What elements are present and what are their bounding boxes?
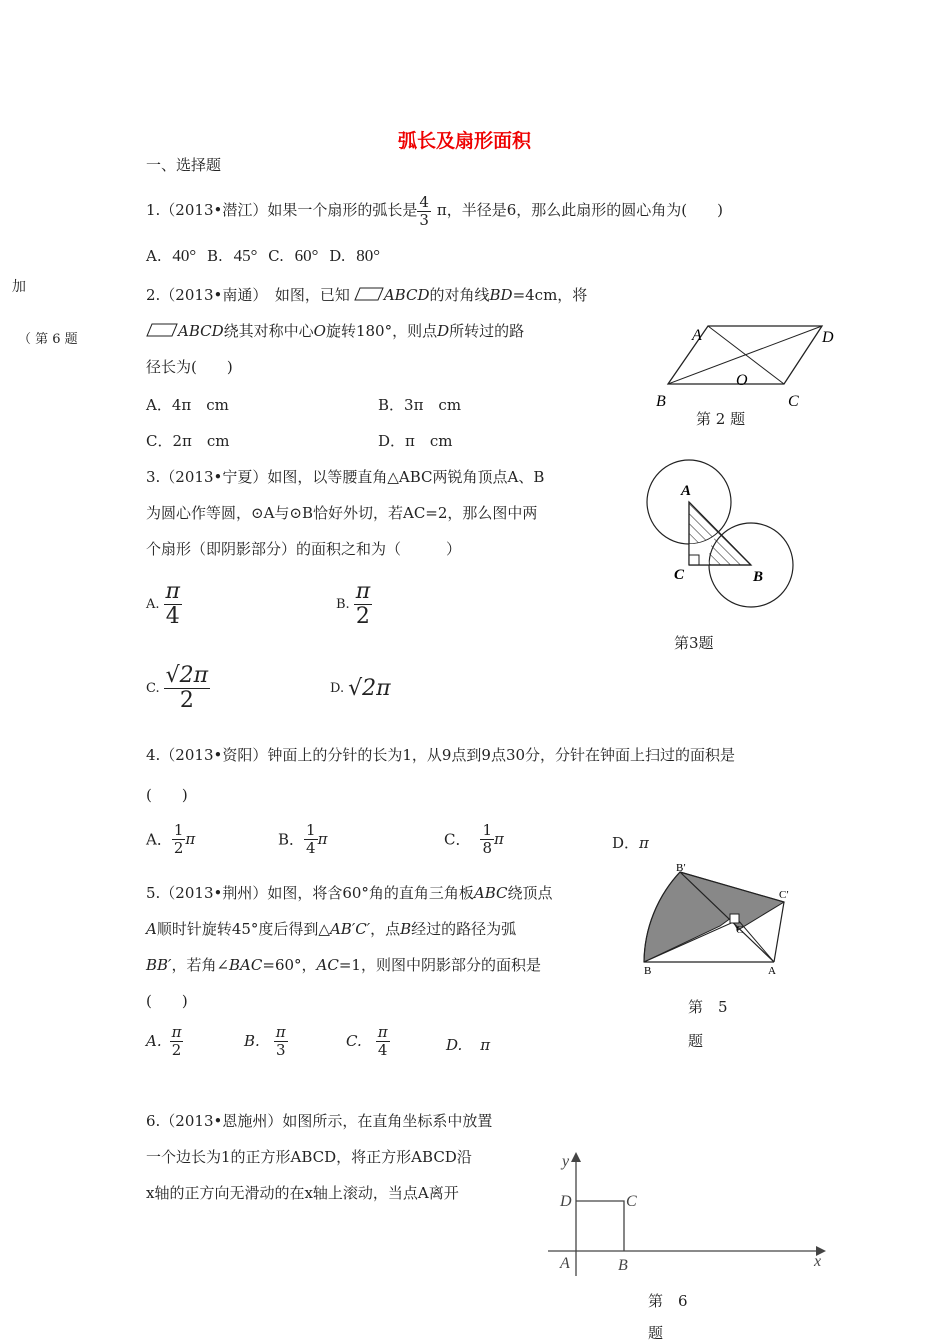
q4-b-frac — [304, 822, 318, 856]
q2-option-a: A．4π cm — [146, 396, 229, 414]
line-ac — [738, 920, 774, 962]
q2-bd: BD — [489, 286, 513, 304]
q4-a-num: 1 — [173, 821, 184, 839]
q1-option-c: 60° — [294, 246, 319, 265]
q5-ac: AC — [316, 956, 339, 974]
q5-a-label: A. — [146, 1032, 162, 1050]
q2-line-3: 径长为( ) — [146, 358, 233, 376]
q3-label-b: B — [753, 569, 764, 585]
q5-c-label: C. — [346, 1032, 362, 1050]
q4-b-den: 4 — [306, 838, 316, 857]
q1-options — [146, 246, 426, 266]
parallelogram-icon — [146, 323, 178, 337]
q4-b-num: 1 — [306, 821, 316, 839]
q5-abc2: AB′C′ — [329, 920, 371, 938]
q5-bac: BAC — [229, 956, 263, 974]
q3-option-b — [336, 580, 372, 629]
q5-b-frac — [274, 1024, 288, 1058]
q6-square-figure — [546, 1148, 836, 1278]
q2-line-1 — [146, 284, 587, 305]
q4-c-label: C． — [444, 830, 471, 849]
q2-text-2d: 所转过的路 — [449, 322, 525, 340]
q6-caption-1: 第 6 — [648, 1292, 688, 1310]
line-c1a — [774, 902, 784, 962]
q2-abcd: ABCD — [383, 286, 430, 304]
q5-rotation-figure — [636, 860, 806, 980]
q4-line-1: 4.（2013•资阳）钟面上的分针的长为1，从9点到9点30分，分针在钟面上扫过的面积是 — [146, 746, 736, 764]
q3-a-num: π — [165, 579, 180, 604]
q5-a-den: 2 — [171, 1040, 182, 1059]
q2-o: O — [313, 322, 326, 340]
q3-option-a — [146, 580, 182, 629]
q6-label-b: B — [618, 1257, 628, 1274]
q3-option-a-frac — [164, 580, 182, 629]
q5-text-3c: =60°， — [262, 956, 317, 974]
q3-option-b-label: B. — [336, 597, 350, 613]
q5-option-d — [446, 1036, 490, 1054]
q2-line-2 — [146, 320, 524, 341]
q5-c-frac — [376, 1024, 390, 1058]
q5-b-den: 3 — [275, 1040, 286, 1059]
q2-text-1a: 2.（2013•南通） 如图，已知 — [146, 286, 350, 304]
q5-c-num: π — [377, 1023, 388, 1041]
q5-label-c1: C′ — [779, 889, 789, 901]
q6-label-d: D — [560, 1193, 572, 1210]
y-axis-arrow — [571, 1152, 581, 1162]
q4-d-label: D． — [612, 834, 640, 852]
q2-text-2c: 旋转180°，则点 — [325, 322, 438, 340]
q5-a: A — [146, 920, 157, 938]
q2-abcd-2: ABCD — [178, 322, 224, 340]
q2-label-o: O — [736, 372, 748, 389]
q5-b-num: π — [275, 1023, 286, 1041]
q2-label-d: D — [822, 329, 834, 346]
q6-line-3: x轴的正方向无滑动的在x轴上滚动，当点A离开 — [146, 1184, 459, 1202]
q3-a-den: 4 — [165, 604, 180, 630]
q1-den: 3 — [419, 210, 429, 229]
q2-parallelogram-figure — [650, 318, 850, 418]
q6-caption-2: 题 — [648, 1324, 664, 1342]
q2-option-d: D．π cm — [378, 432, 453, 450]
q6-label-y: y — [562, 1153, 570, 1170]
q1-stem-a: 1.（2013•潜江）如果一个扇形的弧长是 — [146, 201, 418, 219]
q4-a-frac — [172, 822, 186, 856]
q5-option-b — [244, 1024, 288, 1058]
q4-c-frac — [480, 822, 494, 856]
q5-option-c — [346, 1024, 390, 1058]
q4-a-den: 2 — [173, 838, 184, 857]
q1-stem-b: π，半径是6，那么此扇形的圆心角为( ) — [436, 201, 723, 219]
margin-note-jia: 加 — [12, 279, 26, 295]
q5-abc: ABC — [473, 884, 508, 902]
q3-circles-figure — [640, 455, 810, 617]
q1-option-a-label: A. — [146, 247, 162, 265]
q4-b-label: B． — [278, 830, 305, 849]
q4-b-pi: π — [317, 830, 328, 848]
q2-text-1c: =4cm，将 — [512, 286, 588, 304]
page-title: 弧长及扇形面积 — [398, 130, 532, 152]
q5-a-frac — [170, 1024, 184, 1058]
q5-line-4: ( ) — [146, 992, 188, 1010]
q2-option-b: B．3π cm — [378, 396, 462, 414]
q4-c-num: 1 — [482, 821, 493, 839]
q4-c-pi: π — [494, 830, 504, 848]
q1-option-d-label: D. — [329, 247, 346, 265]
q2-label-a: A — [692, 327, 702, 344]
q1-option-a: 40° — [172, 246, 197, 265]
q5-label-a: A — [768, 965, 776, 977]
q3-c-num: √2π — [165, 663, 209, 688]
q3-line-1: 3.（2013•宁夏）如图，以等腰直角△ABC两锐角顶点A、B — [146, 468, 545, 486]
q5-caption-2: 题 — [688, 1032, 704, 1050]
q5-a-num: π — [171, 1023, 182, 1041]
q6-line-2: 一个边长为1的正方形ABCD，将正方形ABCD沿 — [146, 1148, 472, 1166]
q3-option-c-label: C. — [146, 681, 160, 697]
q3-option-d-value: √2π — [348, 676, 391, 701]
q4-option-c — [444, 822, 504, 856]
q5-text-2c: ，点 — [370, 920, 401, 938]
q2-text-2b: 绕其对称中心 — [223, 322, 314, 340]
q3-line-3: 个扇形（即阴影部分）的面积之和为（ ） — [146, 540, 462, 558]
q5-bb: BB′ — [146, 956, 172, 974]
q2-label-c: C — [788, 393, 799, 410]
q3-option-a-label: A. — [146, 597, 160, 613]
q2-caption: 第 2 题 — [696, 410, 746, 428]
q6-line-1: 6.（2013•恩施州）如图所示，在直角坐标系中放置 — [146, 1112, 493, 1130]
q5-text-1a: 5.（2013•荆州）如图，将含60°角的直角三角板 — [146, 884, 474, 902]
q3-label-a: A — [681, 483, 692, 499]
q1-num: 4 — [419, 193, 429, 211]
q5-label-c: C — [736, 924, 744, 936]
q5-d-label: D. — [446, 1036, 463, 1054]
square-abcd — [576, 1201, 624, 1251]
q5-b: B — [400, 920, 412, 938]
q5-option-a — [146, 1024, 183, 1058]
q4-c-den: 8 — [482, 838, 493, 857]
q5-line-3 — [146, 954, 541, 975]
q1-option-d: 80° — [356, 246, 381, 265]
q5-b-label: B. — [244, 1032, 260, 1050]
q5-line-2 — [146, 918, 516, 939]
q5-text-3d: =1，则图中阴影部分的面积是 — [338, 956, 541, 974]
q3-b-den: 2 — [355, 604, 370, 630]
q5-text-3b: ，若角∠ — [171, 956, 230, 974]
q1-option-b-label: B. — [206, 247, 223, 265]
q5-d-pi: π — [480, 1036, 491, 1054]
q5-text-2b: 顺时针旋转45°度后得到△ — [156, 920, 330, 938]
q2-option-c: C．2π cm — [146, 432, 230, 450]
q3-option-d-label: D. — [330, 681, 345, 696]
q6-label-x: x — [814, 1253, 822, 1270]
q3-option-c-frac — [164, 664, 210, 713]
margin-note-q6: （ 第 6 题 — [18, 332, 78, 347]
q3-c-den: 2 — [179, 688, 194, 714]
q4-line-2: ( ) — [146, 786, 188, 804]
q3-option-b-frac — [354, 580, 372, 629]
q1-option-c-label: C. — [268, 247, 284, 265]
q5-line-1 — [146, 882, 553, 903]
q2-text-1b: 的对角线 — [429, 286, 490, 304]
q3-caption: 第3题 — [674, 634, 714, 652]
q5-c-den: 4 — [377, 1040, 388, 1059]
question-1 — [146, 190, 723, 230]
parallelogram-icon — [354, 287, 384, 301]
q5-label-b1: B′ — [676, 862, 686, 874]
q4-option-d — [612, 832, 649, 853]
q2-d: D — [437, 322, 450, 340]
q4-option-b — [278, 822, 327, 856]
right-angle-mark — [730, 914, 739, 923]
q1-fraction — [417, 194, 431, 228]
q5-text-1b: 绕顶点 — [507, 884, 553, 902]
q5-label-b: B — [644, 965, 652, 977]
q6-label-c: C — [626, 1193, 637, 1210]
q5-text-2d: 经过的路径为弧 — [411, 920, 517, 938]
q3-option-d — [330, 676, 391, 701]
q3-b-num: π — [355, 579, 371, 604]
q2-label-b: B — [656, 393, 666, 410]
q3-line-2: 为圆心作等圆，⊙A与⊙B恰好外切，若AC=2，那么图中两 — [146, 504, 538, 522]
q1-option-b: 45° — [233, 246, 258, 265]
section-heading: 一、选择题 — [146, 156, 222, 174]
q3-option-c — [146, 664, 210, 713]
q5-caption-1: 第 5 — [688, 998, 728, 1016]
q3-label-c: C — [674, 567, 685, 583]
q4-option-a — [146, 822, 195, 856]
q4-d-pi: π — [639, 834, 649, 852]
q4-a-pi: π — [185, 830, 196, 848]
q4-a-label: A． — [146, 830, 172, 849]
q6-label-a: A — [560, 1255, 570, 1272]
